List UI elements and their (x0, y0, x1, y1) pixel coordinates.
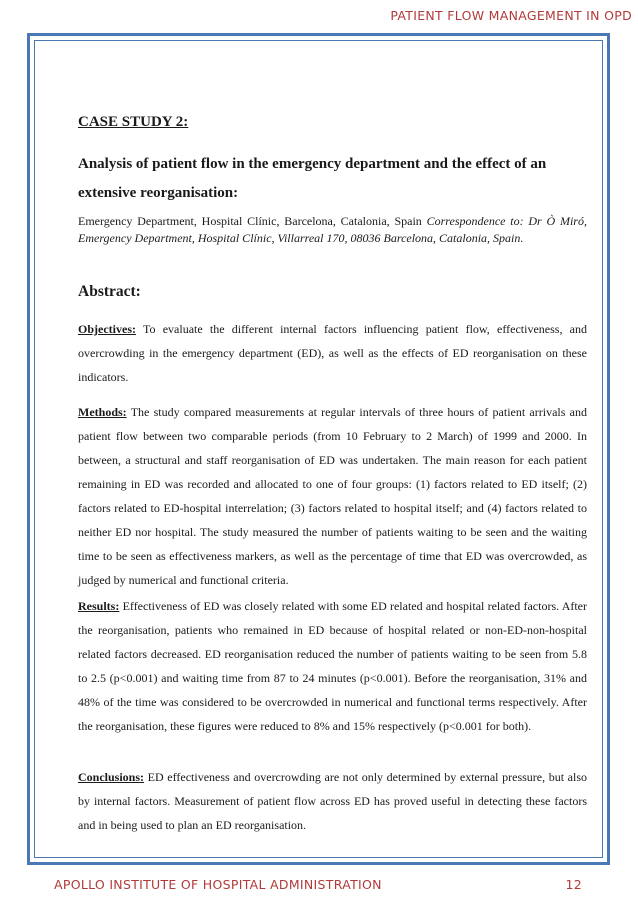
methods-paragraph (78, 400, 587, 592)
case-study-label: CASE STUDY 2: (78, 114, 189, 130)
abstract-heading: Abstract: (78, 283, 141, 300)
objectives-paragraph (78, 317, 587, 389)
results-label: Results: (78, 599, 120, 613)
conclusions-paragraph (78, 765, 587, 837)
footer-institution: APOLLO INSTITUTE OF HOSPITAL ADMINISTRATION (54, 877, 382, 892)
conclusions-label: Conclusions: (78, 770, 145, 784)
page-number: 12 (565, 877, 582, 892)
running-header: PATIENT FLOW MANAGEMENT IN OPD (390, 8, 632, 23)
methods-text: The study compared measurements at regular intervals of three hours of patient arrivals and patient flow between two comparable periods (from 10 February to 2 March) of 1999 and 2000. In between, a structural and staff reorganisation of ED was undertaken. The main reason for each patient remaining in ED was recorded and allocated to one of four groups: (1) factors related to ED itself; (2) factors related to ED-hospital interrelation; (3) factors related to hospital itself; and (4) factors related to neither ED nor hospital. The study measured the number of patients waiting to be seen and the waiting time to be seen as effectiveness markers, as well as the percentage of time that ED was overcrowded, as judged by numerical and functional criteria. (78, 405, 587, 587)
objectives-text: To evaluate the different internal factors influencing patient flow, effectiveness, and overcrowding in the emergency department (ED), as well as the effects of ED reorganisation on these indicators. (78, 322, 587, 384)
correspondence-text: Correspondence to: Dr Ò Miró, Emergency Department, Hospital Clínic, Villarreal 170, 08036 Barcelona, Catalonia, Spain. (78, 214, 587, 245)
affiliation (78, 213, 587, 247)
case-study-title: Analysis of patient flow in the emergency department and the effect of an extensive reorganisation: (78, 156, 547, 201)
conclusions-text: ED effectiveness and overcrowding are not only determined by external pressure, but also by internal factors. Measurement of patient flow across ED has proved useful in detecting these factors and in being used to plan an ED reorganisation. (78, 770, 588, 832)
objectives-label: Objectives: (78, 322, 136, 336)
results-text: Effectiveness of ED was closely related with some ED related and hospital related factors. After the reorganisation, patients who remained in ED because of hospital related or non-ED-non-hospital related factors decreased. ED reorganisation reduced the number of patients waiting to be seen from 5.8 to 2.5 (p<0.001) and waiting time from 87 to 24 minutes (p<0.001). Before the reorganisation, 31% and 48% of the time was considered to be overcrowded in numerical and functional terms respectively. After the reorganisation, these figures were reduced to 8% and 15% respectively (p<0.001 for both). (78, 599, 588, 733)
methods-label: Methods: (78, 405, 127, 419)
affiliation-text: Emergency Department, Hospital Clínic, Barcelona, Catalonia, Spain (78, 214, 422, 228)
results-paragraph (78, 594, 587, 738)
